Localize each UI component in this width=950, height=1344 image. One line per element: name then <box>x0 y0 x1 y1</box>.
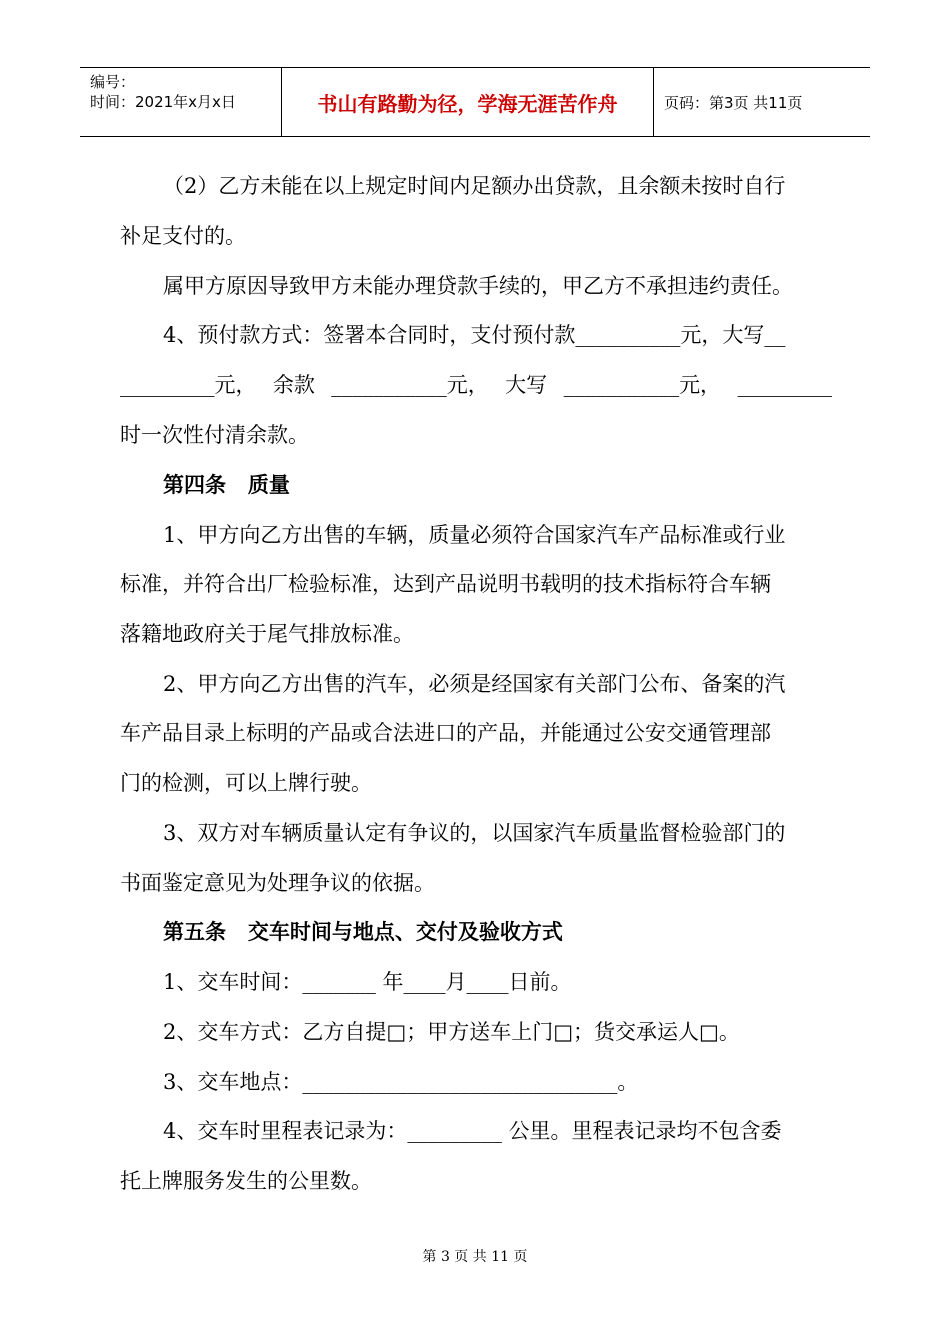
paragraph-line: 1、甲方向乙方出售的车辆，质量必须符合国家汽车产品标准或行业 <box>163 523 786 547</box>
header-motto: 书山有路勤为径，学海无涯苦作舟 <box>282 68 654 136</box>
payment-blanks-line <box>120 371 832 399</box>
paragraph-line: 书面鉴定意见为处理争议的依据。 <box>120 871 435 895</box>
document-header <box>80 67 870 137</box>
page-footer: 第 3 页 共 11 页 <box>422 1249 528 1265</box>
blank-segment: ___________元， <box>563 373 722 397</box>
article-4-title: 第四条 质量 <box>163 472 290 497</box>
paragraph-line: 3、交车地点：______________________________。 <box>163 1070 639 1094</box>
paragraph-line: 车产品目录上标明的产品或合法进口的产品，并能通过公安交通管理部 <box>120 721 771 745</box>
paragraph-line: 4、交车时里程表记录为：_________ 公里。里程表记录均不包含委 <box>163 1119 782 1143</box>
paragraph-line: 托上牌服务发生的公里数。 <box>120 1169 372 1193</box>
number-label: 编号： <box>90 73 136 91</box>
text-segment: 大写 <box>505 373 548 397</box>
paragraph-line: 属甲方原因导致甲方未能办理贷款手续的，甲乙方不承担违约责任。 <box>163 274 793 298</box>
date-line: 时间：2021年x月x日 <box>90 93 236 111</box>
paragraph-line: 4、预付款方式：签署本合同时，支付预付款__________元，大写__ <box>163 323 786 347</box>
paragraph-line: 2、交车方式：乙方自提□；甲方送车上门□；货交承运人□。 <box>163 1020 740 1044</box>
paragraph-line: 时一次性付清余款。 <box>120 423 309 447</box>
blank-segment: _________元， <box>120 373 257 397</box>
paragraph-line: 补足支付的。 <box>120 224 246 248</box>
paragraph-line: 标准，并符合出厂检验标准，达到产品说明书载明的技术指标符合车辆 <box>120 572 771 596</box>
paragraph-line: 3、双方对车辆质量认定有争议的，以国家汽车质量监督检验部门的 <box>163 821 786 845</box>
text-segment: 余款 <box>272 373 315 397</box>
header-page-info: 页码：第3页 共11页 <box>664 93 803 112</box>
paragraph-line: 落籍地政府关于尾气排放标准。 <box>120 622 414 646</box>
blank-segment: ___________元， <box>331 373 489 397</box>
blank-segment: _________ <box>737 373 832 397</box>
paragraph-line: 2、甲方向乙方出售的汽车，必须是经国家有关部门公布、备案的汽 <box>163 672 786 696</box>
article-5-title: 第五条 交车时间与地点、交付及验收方式 <box>163 919 563 944</box>
paragraph-line: 门的检测，可以上牌行驶。 <box>120 771 372 795</box>
paragraph-line: （2）乙方未能在以上规定时间内足额办出贷款，且余额未按时自行 <box>163 174 786 198</box>
header-meta <box>80 68 282 136</box>
paragraph-line: 1、交车时间：_______ 年____月____日前。 <box>163 970 572 994</box>
